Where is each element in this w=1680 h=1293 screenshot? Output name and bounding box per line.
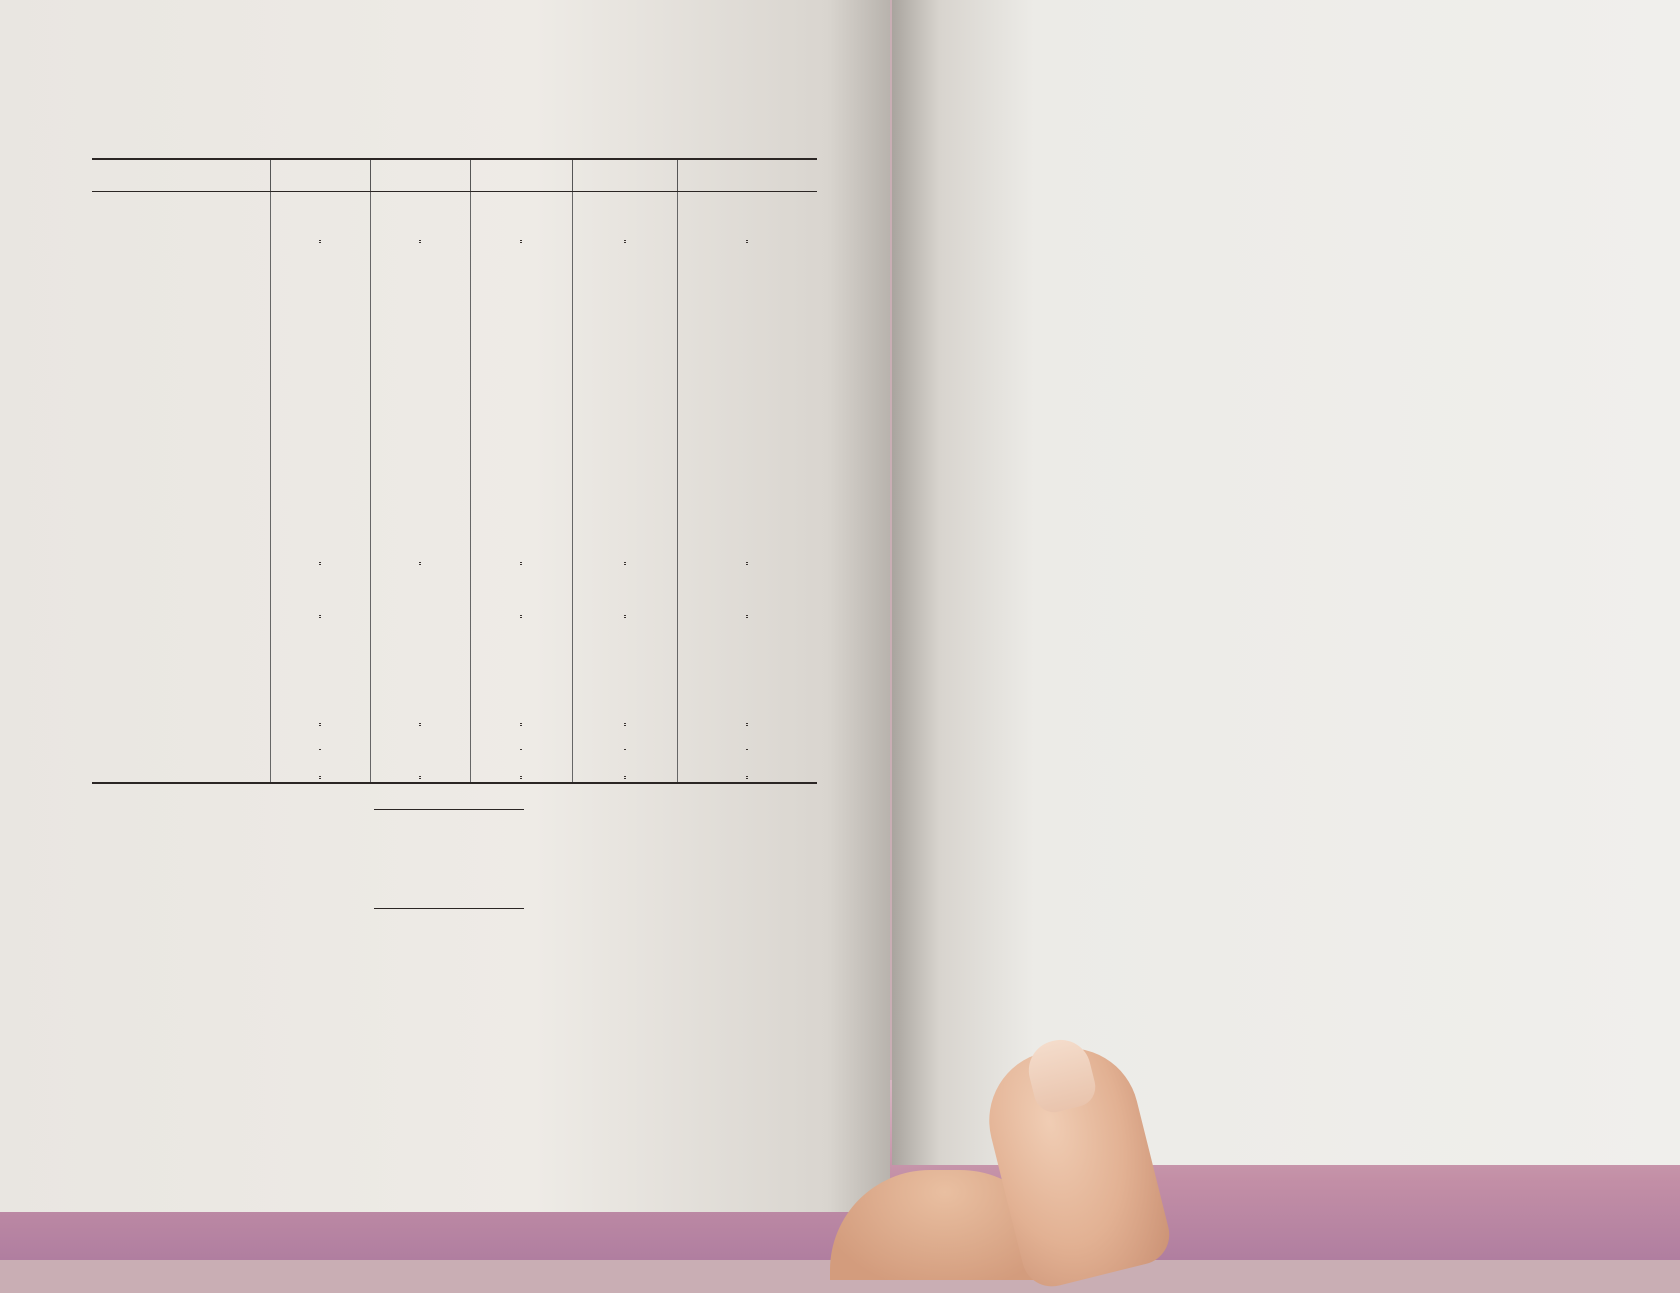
table-cell bbox=[677, 540, 817, 567]
cell-value bbox=[746, 224, 748, 243]
table-cell bbox=[572, 460, 677, 487]
table-cell bbox=[370, 380, 470, 407]
table-cell bbox=[677, 299, 817, 326]
table-cell bbox=[370, 460, 470, 487]
table-header-cell bbox=[572, 159, 677, 192]
cell-value bbox=[520, 546, 522, 565]
table-cell bbox=[470, 326, 572, 353]
table-cell bbox=[572, 299, 677, 326]
table-cell bbox=[370, 648, 470, 675]
table-cell bbox=[470, 594, 572, 621]
row-label bbox=[92, 460, 270, 487]
table-cell bbox=[572, 594, 677, 621]
table-cell bbox=[572, 728, 677, 755]
table-cell bbox=[270, 540, 370, 567]
table-row bbox=[92, 755, 817, 783]
table-cell bbox=[677, 380, 817, 407]
cell-value bbox=[520, 707, 522, 726]
cell-value bbox=[624, 599, 626, 618]
row-label bbox=[92, 299, 270, 326]
row-label bbox=[92, 326, 270, 353]
row-label bbox=[92, 433, 270, 460]
cell-value bbox=[624, 546, 626, 565]
table-cell bbox=[470, 514, 572, 541]
cell-value bbox=[624, 224, 626, 243]
table-cell bbox=[572, 567, 677, 594]
table-cell bbox=[677, 567, 817, 594]
table-cell bbox=[270, 380, 370, 407]
cell-value bbox=[520, 733, 522, 750]
cell-value bbox=[624, 707, 626, 726]
table-body bbox=[92, 192, 817, 783]
table-cell bbox=[370, 353, 470, 380]
calc-amount bbox=[374, 809, 524, 810]
table-cell bbox=[470, 728, 572, 755]
row-label bbox=[92, 674, 270, 701]
cell-value bbox=[419, 760, 421, 779]
table-cell bbox=[572, 246, 677, 273]
table-cell bbox=[677, 246, 817, 273]
table-cell bbox=[270, 299, 370, 326]
table-row bbox=[92, 594, 817, 621]
table-cell bbox=[677, 701, 817, 728]
row-label bbox=[92, 192, 270, 219]
table-cell bbox=[470, 192, 572, 219]
table-cell bbox=[370, 192, 470, 219]
cell-value bbox=[319, 224, 321, 243]
table-cell bbox=[677, 728, 817, 755]
row-label bbox=[92, 594, 270, 621]
table-cell bbox=[370, 674, 470, 701]
table-cell bbox=[572, 674, 677, 701]
cell-value bbox=[746, 599, 748, 618]
table-cell bbox=[572, 272, 677, 299]
table-cell bbox=[470, 246, 572, 273]
row-label bbox=[92, 406, 270, 433]
table-cell bbox=[470, 648, 572, 675]
table-cell bbox=[270, 406, 370, 433]
cell-value bbox=[319, 733, 321, 750]
table-header-cell bbox=[470, 159, 572, 192]
cell-value bbox=[520, 760, 522, 779]
row-label bbox=[92, 219, 270, 246]
table-cell bbox=[470, 487, 572, 514]
table-cell bbox=[572, 487, 677, 514]
cell-value bbox=[624, 760, 626, 779]
table-row bbox=[92, 353, 817, 380]
table-cell bbox=[470, 353, 572, 380]
table-cell bbox=[370, 246, 470, 273]
table-cell bbox=[677, 353, 817, 380]
cash-budget-table bbox=[92, 158, 817, 784]
right-page bbox=[892, 0, 1680, 1165]
table-cell bbox=[270, 433, 370, 460]
table-row bbox=[92, 246, 817, 273]
table-row bbox=[92, 299, 817, 326]
row-label bbox=[92, 621, 270, 648]
table-cell bbox=[470, 621, 572, 648]
table-row bbox=[92, 192, 817, 219]
table-row bbox=[92, 380, 817, 407]
table-cell bbox=[270, 674, 370, 701]
table-cell bbox=[470, 755, 572, 783]
table-cell bbox=[677, 272, 817, 299]
table-cell bbox=[470, 540, 572, 567]
table-row bbox=[92, 701, 817, 728]
table-cell bbox=[572, 219, 677, 246]
row-label bbox=[92, 755, 270, 783]
table-cell bbox=[470, 299, 572, 326]
table-row bbox=[92, 460, 817, 487]
cell-value bbox=[624, 733, 626, 750]
table-cell bbox=[572, 353, 677, 380]
table-cell bbox=[677, 192, 817, 219]
table-cell bbox=[270, 621, 370, 648]
table-cell bbox=[370, 728, 470, 755]
table-row bbox=[92, 648, 817, 675]
table-cell bbox=[677, 487, 817, 514]
table-row bbox=[92, 433, 817, 460]
row-label bbox=[92, 487, 270, 514]
table-cell bbox=[270, 594, 370, 621]
table-cell bbox=[270, 192, 370, 219]
table-cell bbox=[370, 540, 470, 567]
table-cell bbox=[370, 594, 470, 621]
cell-value bbox=[419, 707, 421, 726]
table-cell bbox=[270, 728, 370, 755]
table-cell bbox=[470, 219, 572, 246]
row-label bbox=[92, 272, 270, 299]
table-cell bbox=[470, 380, 572, 407]
row-label bbox=[92, 514, 270, 541]
table-header-cell bbox=[370, 159, 470, 192]
table-cell bbox=[677, 674, 817, 701]
cell-value bbox=[419, 546, 421, 565]
cell-value bbox=[319, 760, 321, 779]
table-cell bbox=[370, 219, 470, 246]
table-row bbox=[92, 540, 817, 567]
cell-value bbox=[746, 707, 748, 726]
cell-value bbox=[319, 546, 321, 565]
table-cell bbox=[470, 674, 572, 701]
table-cell bbox=[677, 219, 817, 246]
table-cell bbox=[677, 433, 817, 460]
table-cell bbox=[572, 648, 677, 675]
table-cell bbox=[470, 272, 572, 299]
table-cell bbox=[370, 755, 470, 783]
table-cell bbox=[370, 621, 470, 648]
table-cell bbox=[677, 460, 817, 487]
table-cell bbox=[572, 755, 677, 783]
table-header-cell bbox=[92, 159, 270, 192]
table-cell bbox=[677, 755, 817, 783]
table-cell bbox=[470, 460, 572, 487]
table-cell bbox=[572, 701, 677, 728]
table-cell bbox=[572, 326, 677, 353]
row-label bbox=[92, 353, 270, 380]
table-cell bbox=[270, 514, 370, 541]
table-cell bbox=[270, 701, 370, 728]
cell-value bbox=[319, 707, 321, 726]
cell-value bbox=[746, 546, 748, 565]
table-row bbox=[92, 621, 817, 648]
table-cell bbox=[677, 326, 817, 353]
cell-value bbox=[746, 760, 748, 779]
table-cell bbox=[677, 514, 817, 541]
table-row bbox=[92, 728, 817, 755]
table-cell bbox=[677, 648, 817, 675]
table-header-cell bbox=[270, 159, 370, 192]
cell-value bbox=[520, 224, 522, 243]
row-label bbox=[92, 728, 270, 755]
table-cell bbox=[572, 192, 677, 219]
table-cell bbox=[370, 514, 470, 541]
table-cell bbox=[270, 219, 370, 246]
table-row bbox=[92, 406, 817, 433]
left-page bbox=[0, 0, 890, 1212]
table-cell bbox=[677, 594, 817, 621]
table-cell bbox=[270, 648, 370, 675]
table-row bbox=[92, 514, 817, 541]
table-header-row bbox=[92, 159, 817, 192]
table-cell bbox=[572, 406, 677, 433]
table-cell bbox=[270, 567, 370, 594]
row-label bbox=[92, 380, 270, 407]
cell-value bbox=[419, 224, 421, 243]
row-label bbox=[92, 540, 270, 567]
table-row bbox=[92, 219, 817, 246]
table-cell bbox=[470, 567, 572, 594]
cell-value bbox=[746, 733, 748, 750]
table-cell bbox=[572, 621, 677, 648]
table-cell bbox=[370, 326, 470, 353]
row-label bbox=[92, 567, 270, 594]
cell-value bbox=[319, 599, 321, 618]
table-row bbox=[92, 326, 817, 353]
table-cell bbox=[370, 272, 470, 299]
table-row bbox=[92, 567, 817, 594]
table-cell bbox=[470, 433, 572, 460]
table-cell bbox=[370, 433, 470, 460]
table-cell bbox=[270, 460, 370, 487]
cell-value bbox=[520, 599, 522, 618]
table-cell bbox=[270, 272, 370, 299]
table-cell bbox=[270, 353, 370, 380]
table-cell bbox=[370, 299, 470, 326]
table-row bbox=[92, 674, 817, 701]
row-label bbox=[92, 701, 270, 728]
row-label bbox=[92, 246, 270, 273]
table-cell bbox=[470, 406, 572, 433]
table-header-cell bbox=[677, 159, 817, 192]
table-cell bbox=[370, 406, 470, 433]
table-cell bbox=[370, 701, 470, 728]
table-cell bbox=[270, 487, 370, 514]
table-cell bbox=[470, 701, 572, 728]
table-cell bbox=[270, 246, 370, 273]
table-cell bbox=[370, 487, 470, 514]
table-cell bbox=[677, 621, 817, 648]
table-cell bbox=[270, 755, 370, 783]
table-cell bbox=[572, 540, 677, 567]
table-cell bbox=[370, 567, 470, 594]
table-row bbox=[92, 272, 817, 299]
table-cell bbox=[572, 433, 677, 460]
table-cell bbox=[270, 326, 370, 353]
table-cell bbox=[677, 406, 817, 433]
table-cell bbox=[572, 380, 677, 407]
calc-amount bbox=[374, 908, 524, 909]
table-row bbox=[92, 487, 817, 514]
row-label bbox=[92, 648, 270, 675]
table-cell bbox=[572, 514, 677, 541]
